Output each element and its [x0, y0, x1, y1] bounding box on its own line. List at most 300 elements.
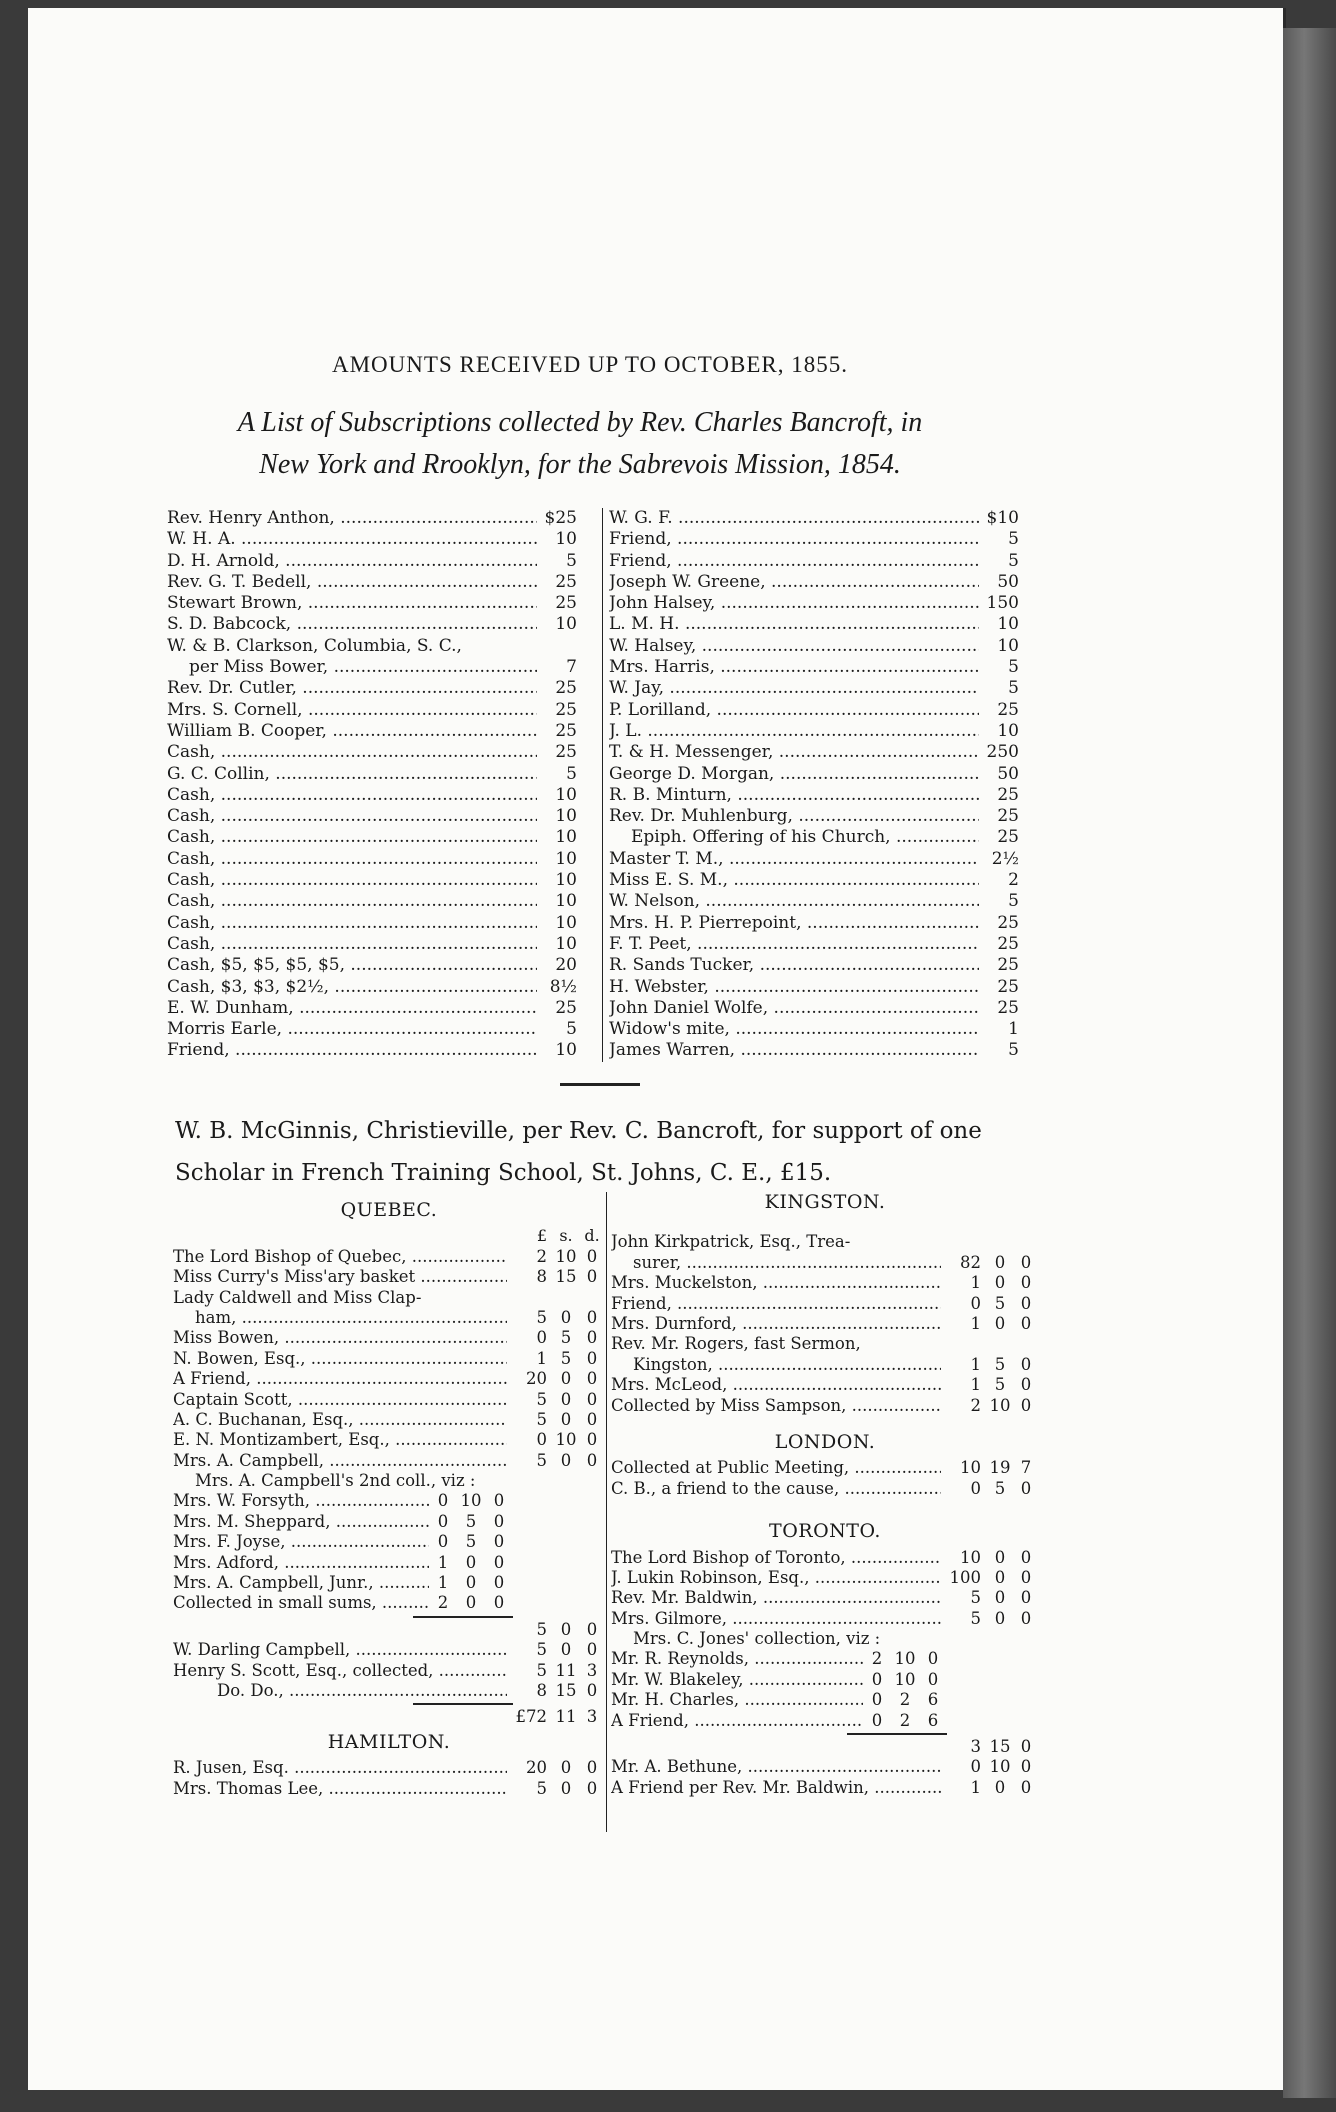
subscription-row — [167, 593, 577, 614]
subscription-amount: 8½ — [549, 976, 577, 997]
shillings-cell: 15 — [555, 1267, 577, 1287]
donor-name: John Kirkpatrick, Esq., Trea- — [611, 1232, 851, 1252]
donor-name: Kingston, ..... — [611, 1355, 941, 1375]
donor-name: E. N. Montizambert, Esq., ..... — [173, 1430, 507, 1450]
shillings-cell: 0 — [560, 1389, 572, 1409]
subscription-row — [609, 891, 1019, 912]
sub-heading-text: Mrs. C. Jones' collection, viz : — [633, 1629, 881, 1649]
subscription-row — [167, 934, 577, 955]
pence-cell: 0 — [493, 1573, 505, 1593]
shillings-cell: 0 — [560, 1409, 572, 1429]
mcginnis-line-1: W. B. McGinnis, Christieville, per Rev. C. Bancroft, for support of one — [175, 1118, 982, 1144]
shillings-cell: 0 — [465, 1593, 477, 1613]
subscription-row — [609, 593, 1019, 614]
donor-name: Lady Caldwell and Miss Clap- — [173, 1287, 422, 1307]
subscriber-name: John Daniel Wolfe, ..... — [609, 998, 979, 1019]
pence-cell: 0 — [586, 1758, 598, 1778]
subscriber-name: W. H. A. ..... — [167, 529, 537, 550]
subscription-row — [609, 977, 1019, 998]
subscriber-name: W. G. F. ..... — [609, 508, 979, 529]
subscriber-name: W. Halsey, ..... — [609, 636, 979, 657]
subscription-amount: 25 — [997, 912, 1019, 933]
kingston-london-toronto-column — [606, 1192, 1039, 1832]
ledger-row — [173, 1661, 605, 1681]
donor-name: Rev. Mr. Baldwin, ..... — [611, 1588, 941, 1608]
subscription-row — [167, 891, 577, 912]
pence-cell: 0 — [1020, 1293, 1032, 1313]
subscription-amount: 25 — [555, 720, 577, 741]
pounds-cell: 1 — [970, 1313, 981, 1333]
donor-name: Mrs. F. Joyse, ..... — [173, 1532, 429, 1552]
pounds-cell: 20 — [526, 1369, 547, 1389]
subscription-row — [609, 870, 1019, 891]
pence-cell: 0 — [493, 1532, 505, 1552]
shillings-cell: 0 — [994, 1273, 1006, 1293]
shillings-cell: 5 — [994, 1354, 1006, 1374]
subscription-row — [167, 827, 577, 848]
shillings-cell: 10 — [894, 1669, 916, 1689]
subscription-row — [609, 764, 1019, 785]
subscriber-name: Cash, ..... — [167, 849, 537, 870]
subscriber-name: Stewart Brown, ..... — [167, 593, 537, 614]
shillings-cell: 0 — [994, 1777, 1006, 1797]
subtotal-s: 0 — [560, 1619, 572, 1639]
shillings-cell: 0 — [994, 1588, 1006, 1608]
pence-cell: 0 — [586, 1246, 598, 1266]
subscriber-name: W. Nelson, ..... — [609, 891, 979, 912]
page-edge — [1283, 28, 1336, 2098]
pounds-cell: 1 — [970, 1375, 981, 1395]
subscriber-name: Widow's mite, ..... — [609, 1019, 979, 1040]
pounds-cell: 0 — [970, 1757, 981, 1777]
subscriber-name: Friend, ..... — [609, 551, 979, 572]
subscription-amount: 25 — [997, 955, 1019, 976]
shillings-cell: 11 — [555, 1660, 577, 1680]
pounds-cell: 2 — [536, 1246, 547, 1266]
pence-cell: 0 — [586, 1389, 598, 1409]
subscriptions-right-column — [602, 508, 1019, 1062]
pounds-cell: 2 — [437, 1593, 449, 1613]
list-subtitle — [120, 402, 1040, 486]
pounds-cell: 100 — [949, 1567, 981, 1587]
donor-name: N. Bowen, Esq., ..... — [173, 1349, 507, 1369]
pence-cell: 0 — [586, 1681, 598, 1700]
subscriber-name: Cash, ..... — [167, 870, 537, 891]
pence-cell: 0 — [493, 1593, 505, 1613]
subscription-amount: 10 — [555, 1040, 577, 1061]
shillings-cell: 15 — [555, 1681, 577, 1700]
pence-cell: 0 — [586, 1409, 598, 1429]
subscription-row — [167, 764, 577, 785]
subscriber-name: per Miss Bower, ..... — [167, 657, 537, 678]
subscription-row — [167, 849, 577, 870]
subscription-amount: 25 — [997, 827, 1019, 848]
subscription-amount: 5 — [1008, 529, 1019, 550]
donor-name: The Lord Bishop of Toronto, ..... — [611, 1548, 941, 1568]
subscription-row — [167, 870, 577, 891]
pence-cell: 0 — [493, 1552, 505, 1572]
ledger-row — [611, 1568, 1039, 1588]
donor-name: Rev. Mr. Rogers, fast Sermon, — [611, 1334, 861, 1354]
ledger-row — [173, 1451, 605, 1471]
ledger-row — [611, 1458, 1039, 1478]
subtotal-rule — [847, 1733, 947, 1735]
ledger-row — [173, 1758, 605, 1778]
sub-ledger-row — [173, 1491, 605, 1511]
donor-name: A Friend, ..... — [611, 1711, 863, 1731]
subscriber-name: Cash, ..... — [167, 806, 537, 827]
pounds-cell: 20 — [526, 1758, 547, 1778]
pence-cell: 0 — [1020, 1608, 1032, 1628]
sub-ledger-row — [173, 1532, 605, 1552]
subtotal-l: 3 — [970, 1737, 981, 1757]
subscriber-name: D. H. Arnold, ..... — [167, 551, 537, 572]
donor-name: Mrs. McLeod, ..... — [611, 1375, 941, 1395]
pence-cell: 7 — [1020, 1458, 1032, 1478]
mcginnis-note — [175, 1110, 1035, 1194]
ledger-row — [173, 1681, 605, 1701]
title-spacer — [611, 1218, 1039, 1232]
ledger-row — [611, 1273, 1039, 1293]
ledger-row — [173, 1369, 605, 1389]
subscription-amount: 5 — [566, 550, 577, 571]
ledger-row — [173, 1410, 605, 1430]
ledger-row — [611, 1355, 1039, 1375]
currency-header: d. — [584, 1226, 600, 1246]
pounds-cell: 82 — [960, 1252, 981, 1272]
sub-ledger-row — [611, 1690, 1039, 1710]
shillings-cell: 5 — [465, 1511, 477, 1531]
subtotal-s: 15 — [989, 1737, 1011, 1757]
pence-cell: 0 — [1020, 1395, 1032, 1415]
subscriber-name: Mrs. H. P. Pierrepoint, ..... — [609, 913, 979, 934]
donor-name: Henry S. Scott, Esq., collected, ..... — [173, 1661, 507, 1681]
subscriber-name: Rev. Henry Anthon, ..... — [167, 508, 537, 529]
subscription-row — [609, 657, 1019, 678]
pence-cell: 0 — [586, 1450, 598, 1470]
subscriber-name: R. Sands Tucker, ..... — [609, 955, 979, 976]
pence-cell: 0 — [586, 1328, 598, 1348]
shillings-cell: 5 — [994, 1293, 1006, 1313]
pence-cell: 0 — [1020, 1375, 1032, 1395]
shillings-cell: 10 — [460, 1491, 482, 1511]
subscriber-name: W. Jay, ..... — [609, 678, 979, 699]
section-title: KINGSTON. — [764, 1191, 886, 1213]
pounds-cell: 5 — [970, 1588, 981, 1608]
shillings-cell: 10 — [555, 1246, 577, 1266]
subscription-row — [609, 508, 1019, 529]
donor-name: Mr. R. Reynolds, ..... — [611, 1649, 863, 1669]
subscription-amount: 5 — [1008, 657, 1019, 678]
subscription-row — [167, 657, 577, 678]
pence-cell: 0 — [1020, 1354, 1032, 1374]
subscription-amount: 25 — [555, 742, 577, 763]
sub-ledger-row — [611, 1670, 1039, 1690]
pounds-cell: 5 — [536, 1409, 547, 1429]
subscription-row — [167, 636, 577, 657]
subscription-amount: 5 — [1008, 891, 1019, 912]
pounds-cell: 2 — [970, 1395, 981, 1415]
subscriber-name: Cash, $3, $3, $2½, ..... — [167, 977, 537, 998]
donor-name: C. B., a friend to the cause, ..... — [611, 1479, 941, 1499]
donor-name: Do. Do., ..... — [173, 1681, 507, 1701]
subscription-amount: 5 — [1008, 550, 1019, 571]
subscription-amount: 25 — [555, 571, 577, 592]
subscriber-name: Cash, ..... — [167, 827, 537, 848]
currency-header-row — [173, 1226, 605, 1246]
section-divider — [560, 1083, 640, 1086]
subtotal-rule — [413, 1703, 513, 1705]
subtotal-d: 0 — [1020, 1737, 1032, 1757]
subscription-row — [167, 742, 577, 763]
sub-heading — [173, 1471, 605, 1491]
donor-name: Mr. H. Charles, ..... — [611, 1690, 863, 1710]
subscriber-name: F. T. Peet, ..... — [609, 934, 979, 955]
ledger-row — [611, 1232, 1039, 1252]
pence-cell: 6 — [927, 1690, 939, 1710]
pence-cell: 0 — [493, 1491, 505, 1511]
subscription-amount: 250 — [986, 742, 1019, 763]
shillings-cell: 5 — [560, 1328, 572, 1348]
subscription-amount: 10 — [555, 529, 577, 550]
subscriber-name: Morris Earle, ..... — [167, 1019, 537, 1040]
donor-name: Collected at Public Meeting, ..... — [611, 1458, 941, 1478]
donor-name: Mrs. Thomas Lee, ..... — [173, 1779, 507, 1799]
subscription-amount: 150 — [986, 593, 1019, 614]
donor-name: Mrs. Durnford, ..... — [611, 1314, 941, 1334]
subscriber-name: W. & B. Clarkson, Columbia, S. C., — [167, 635, 462, 656]
shillings-cell: 0 — [560, 1369, 572, 1389]
subtotal-d: 3 — [586, 1707, 598, 1727]
ledger-row — [611, 1375, 1039, 1395]
donor-name: Collected in small sums, ..... — [173, 1593, 429, 1613]
subscriber-name: Rev. Dr. Cutler, ..... — [167, 678, 537, 699]
ledger-row — [173, 1288, 605, 1308]
subscriber-name: E. W. Dunham, ..... — [167, 998, 537, 1019]
page-heading: AMOUNTS RECEIVED UP TO OCTOBER, 1855. — [332, 352, 848, 377]
pounds-cell: 8 — [536, 1267, 547, 1287]
ledger-row — [611, 1334, 1039, 1354]
section-title: HAMILTON. — [327, 1730, 451, 1753]
donor-name: surer, ..... — [611, 1253, 941, 1273]
subtotal-row — [611, 1737, 1039, 1757]
shillings-cell: 10 — [989, 1757, 1011, 1777]
subscription-amount: 10 — [555, 827, 577, 848]
subscription-row — [167, 678, 577, 699]
currency-header: s. — [559, 1226, 573, 1246]
ledger-row — [611, 1314, 1039, 1334]
pounds-cell: 5 — [536, 1389, 547, 1409]
pounds-cell: 0 — [536, 1328, 547, 1348]
subscription-amount: 10 — [555, 912, 577, 933]
subtotal-row — [173, 1707, 605, 1727]
sub-heading — [611, 1629, 1039, 1649]
subscriber-name: John Halsey, ..... — [609, 593, 979, 614]
subscription-amount: 25 — [555, 699, 577, 720]
sub-ledger-row — [173, 1512, 605, 1532]
shillings-cell: 0 — [994, 1608, 1006, 1628]
subscriber-name: Joseph W. Greene, ..... — [609, 572, 979, 593]
subscription-row — [167, 806, 577, 827]
pounds-cell: 0 — [970, 1478, 981, 1498]
donor-name: Mrs. M. Sheppard, ..... — [173, 1512, 429, 1532]
ledger-row — [611, 1294, 1039, 1314]
shillings-cell: 5 — [994, 1478, 1006, 1498]
subscriber-name: S. D. Babcock, ..... — [167, 614, 537, 635]
pounds-cell: 1 — [437, 1552, 449, 1572]
subscriber-name: Rev. Dr. Muhlenburg, ..... — [609, 806, 979, 827]
pounds-cell: 1 — [970, 1273, 981, 1293]
subscriber-name: T. & H. Messenger, ..... — [609, 742, 979, 763]
subscription-row — [609, 998, 1019, 1019]
subscription-amount: 50 — [997, 763, 1019, 784]
donor-name: Mrs. A. Campbell, Junr., ..... — [173, 1573, 429, 1593]
subscriber-name: Master T. M., ..... — [609, 849, 979, 870]
subscription-row — [609, 636, 1019, 657]
ledger-row — [611, 1588, 1039, 1608]
pounds-cell: 1 — [437, 1573, 449, 1593]
pence-cell: 0 — [1020, 1547, 1032, 1567]
pounds-cell: 8 — [536, 1681, 547, 1700]
shillings-cell: 0 — [994, 1567, 1006, 1587]
shillings-cell: 0 — [465, 1552, 477, 1572]
donor-name: Mrs. Adford, ..... — [173, 1553, 429, 1573]
donor-name: Mrs. Gilmore, ..... — [611, 1609, 941, 1629]
subscription-row — [609, 551, 1019, 572]
subscription-row — [167, 913, 577, 934]
currency-header: £ — [536, 1226, 547, 1246]
pence-cell: 0 — [1020, 1567, 1032, 1587]
subscriber-name: George D. Morgan, ..... — [609, 764, 979, 785]
donor-name: A. C. Buchanan, Esq., ..... — [173, 1410, 507, 1430]
subscription-row — [609, 1040, 1019, 1061]
subscriber-name: H. Webster, ..... — [609, 977, 979, 998]
shillings-cell: 5 — [465, 1532, 477, 1552]
pounds-cell: 5 — [536, 1778, 547, 1798]
pounds-cell: 5 — [536, 1660, 547, 1680]
subtotal-s: 11 — [555, 1707, 577, 1727]
subscription-row — [609, 955, 1019, 976]
pence-cell: 0 — [1020, 1252, 1032, 1272]
subtotal-d: 0 — [586, 1619, 598, 1639]
pence-cell: 0 — [1020, 1757, 1032, 1777]
ledger-row — [611, 1778, 1039, 1798]
subscription-amount: 2 — [1008, 870, 1019, 891]
subscription-amount: 10 — [997, 635, 1019, 656]
pounds-cell: 1 — [970, 1354, 981, 1374]
subscription-row — [167, 955, 577, 976]
donor-name: Mrs. A. Campbell, ..... — [173, 1451, 507, 1471]
subscriptions-left-column — [167, 508, 577, 1062]
subscription-row — [609, 849, 1019, 870]
subscriber-name: R. B. Minturn, ..... — [609, 785, 979, 806]
subtitle-line-2: New York and Rrooklyn, for the Sabrevois Mission, 1854. — [259, 449, 901, 480]
subscription-row — [609, 806, 1019, 827]
pence-cell: 0 — [1020, 1478, 1032, 1498]
subscriber-name: Cash, ..... — [167, 742, 537, 763]
subscriber-name: P. Lorilland, ..... — [609, 700, 979, 721]
subtotal-row — [173, 1620, 605, 1640]
subscription-amount: 25 — [997, 933, 1019, 954]
pence-cell: 0 — [1020, 1588, 1032, 1608]
subscription-row — [167, 700, 577, 721]
donor-name: Collected by Miss Sampson, ..... — [611, 1396, 941, 1416]
subscription-row — [167, 977, 577, 998]
subscriber-name: Friend, ..... — [167, 1040, 537, 1061]
subscription-amount: 25 — [997, 699, 1019, 720]
pounds-cell: 0 — [437, 1511, 449, 1531]
section-title: TORONTO. — [769, 1520, 881, 1543]
subscriber-name: Cash, $5, $5, $5, $5, ..... — [167, 955, 537, 976]
shillings-cell: 5 — [560, 1348, 572, 1368]
ledger-row — [173, 1308, 605, 1328]
ledger-row — [611, 1253, 1039, 1273]
sub-ledger-row — [173, 1573, 605, 1593]
shillings-cell: 0 — [560, 1307, 572, 1327]
ledger-row — [173, 1779, 605, 1799]
subscriber-name: Mrs. Harris, ..... — [609, 657, 979, 678]
ledger-row — [611, 1396, 1039, 1416]
subscription-row — [609, 1019, 1019, 1040]
pence-cell: 0 — [1020, 1313, 1032, 1333]
pence-cell: 0 — [586, 1778, 598, 1798]
pounds-cell: 1 — [536, 1348, 547, 1368]
subscription-amount: 7 — [566, 657, 577, 678]
subscription-amount: 50 — [997, 571, 1019, 592]
pounds-cell: 0 — [536, 1430, 547, 1450]
pounds-cell: 0 — [437, 1491, 449, 1511]
pence-cell: 0 — [493, 1511, 505, 1531]
subscriber-name: Cash, ..... — [167, 913, 537, 934]
subscription-amount: 10 — [997, 720, 1019, 741]
section-title: QUEBEC. — [340, 1199, 438, 1221]
subscriber-name: L. M. H. ..... — [609, 614, 979, 635]
subscription-row — [167, 508, 577, 529]
subscription-row — [609, 700, 1019, 721]
subscriber-name: Rev. G. T. Bedell, ..... — [167, 572, 537, 593]
pounds-cell: 10 — [960, 1547, 981, 1567]
subscription-amount: 25 — [555, 678, 577, 699]
subscription-amount: 25 — [997, 976, 1019, 997]
subscription-row — [609, 529, 1019, 550]
subscription-amount: 10 — [555, 848, 577, 869]
subscription-row — [167, 785, 577, 806]
subscription-amount: 5 — [1008, 678, 1019, 699]
pence-cell: 0 — [586, 1430, 598, 1450]
shillings-cell: 2 — [899, 1710, 911, 1730]
subscription-row — [609, 785, 1019, 806]
shillings-cell: 0 — [994, 1252, 1006, 1272]
subscription-row — [167, 721, 577, 742]
subscription-row — [167, 529, 577, 550]
sub-ledger-row — [611, 1711, 1039, 1731]
donor-name: J. Lukin Robinson, Esq., ..... — [611, 1568, 941, 1588]
subscription-amount: 20 — [555, 955, 577, 976]
donor-name: A Friend, ..... — [173, 1369, 507, 1389]
donor-name: Friend, ..... — [611, 1294, 941, 1314]
shillings-cell: 10 — [894, 1649, 916, 1669]
subscription-amount: 10 — [555, 806, 577, 827]
subscription-amount: 5 — [566, 763, 577, 784]
subscription-amount: $10 — [986, 508, 1019, 528]
shillings-cell: 10 — [555, 1430, 577, 1450]
subscription-amount: 10 — [555, 891, 577, 912]
subtotal-l: 5 — [536, 1619, 547, 1639]
subscription-row — [609, 678, 1019, 699]
subscription-amount: 25 — [997, 997, 1019, 1018]
pounds-cell: 5 — [970, 1608, 981, 1628]
subscriber-name: Cash, ..... — [167, 934, 537, 955]
